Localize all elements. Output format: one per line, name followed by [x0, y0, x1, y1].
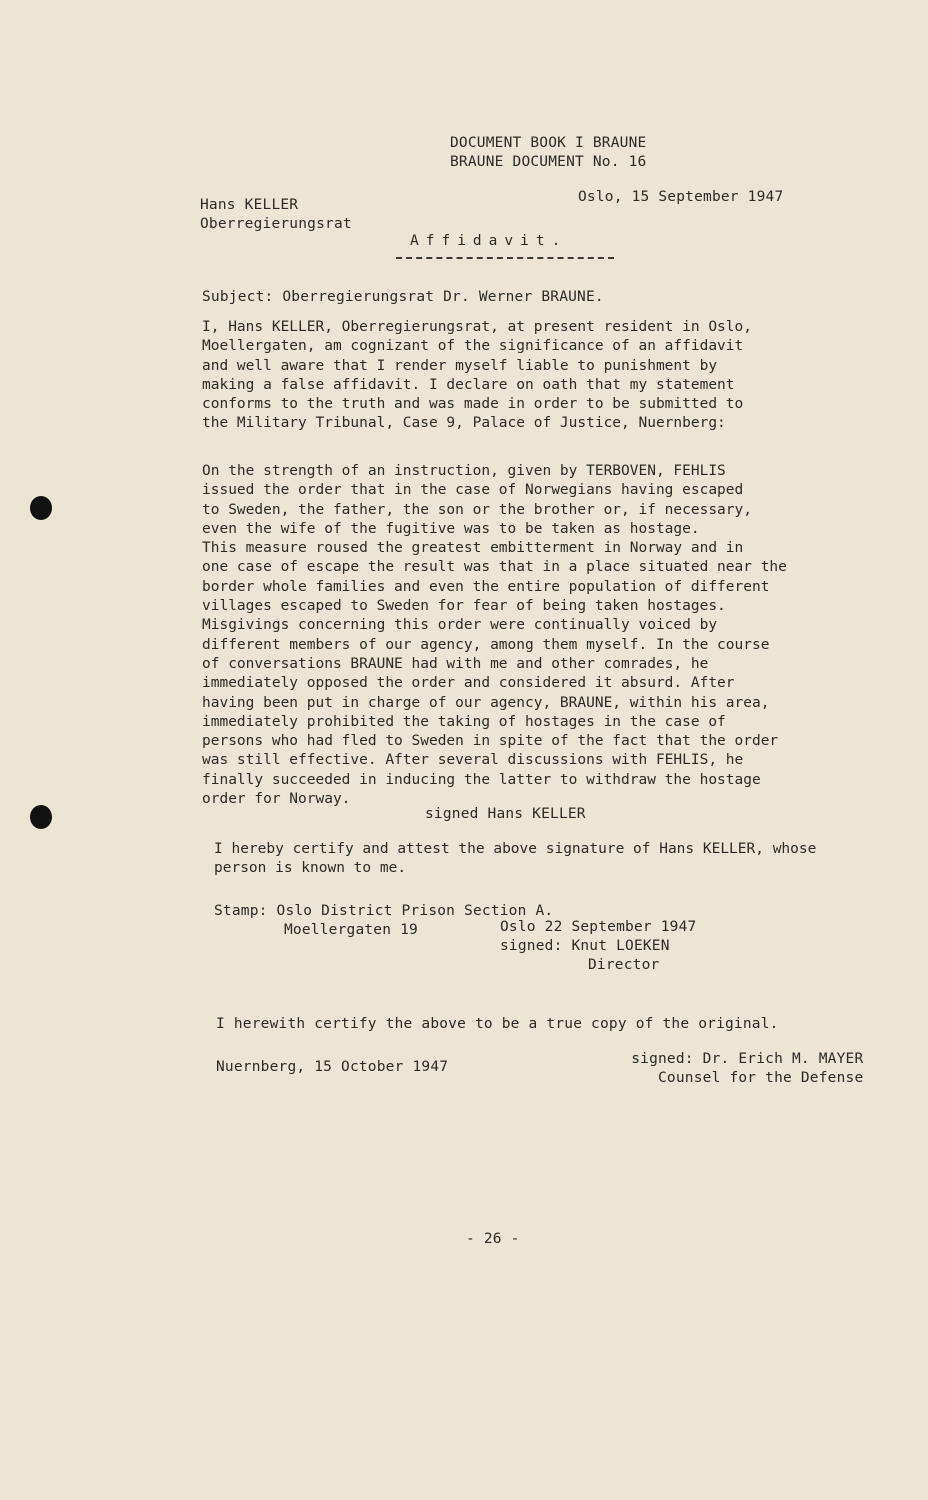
document-title: Affidavit.	[410, 233, 568, 249]
counsel-signed: signed: Dr. Erich M. MAYER	[631, 1051, 864, 1067]
stamp-line-1: Stamp: Oslo District Prison Section A.	[214, 903, 554, 919]
text-line: border whole families and even the entire population of different	[202, 578, 770, 595]
stamp-role: Director	[588, 957, 660, 973]
text-line: On the strength of an instruction, given by TERBOVEN, FEHLIS	[202, 463, 726, 479]
stamp-line-2: Moellergaten 19	[284, 922, 418, 938]
text-line: of conversations BRAUNE had with me and other comrades, he	[202, 655, 709, 672]
document-header	[450, 134, 646, 172]
title-underline	[396, 257, 614, 259]
author-title: Oberregierungsrat	[200, 216, 352, 232]
stamp-signature-block	[500, 918, 696, 975]
page-number: - 26 -	[466, 1231, 520, 1247]
text-line: villages escaped to Sweden for fear of being taken hostages.	[202, 598, 726, 615]
text-line: the Military Tribunal, Case 9, Palace of Justice, Nuernberg:	[202, 415, 726, 432]
text-line: I hereby certify and attest the above signature of Hans KELLER, whose	[214, 841, 817, 857]
text-line: having been put in charge of our agency, BRAUNE, within his area,	[202, 694, 770, 711]
text-line: This measure roused the greatest embitterment in Norway and in	[202, 540, 744, 557]
certification-paragraph	[214, 840, 874, 879]
place-date: Nuernberg, 15 October 1947	[216, 1059, 449, 1075]
text-line: immediately opposed the order and considered it absurd. After	[202, 675, 735, 692]
signature-keller: signed Hans KELLER	[425, 806, 586, 822]
text-line: persons who had fled to Sweden in spite of the fact that the order	[202, 733, 779, 750]
header-line-2: BRAUNE DOCUMENT No. 16	[450, 154, 647, 170]
counsel-signature-block	[608, 1050, 863, 1088]
punch-hole	[30, 496, 52, 520]
paragraph-statement	[202, 462, 862, 809]
header-line-1: DOCUMENT BOOK I BRAUNE	[450, 135, 647, 151]
text-line: issued the order that in the case of Norwegians having escaped	[202, 482, 744, 499]
text-line: order for Norway.	[202, 791, 351, 808]
paragraph-oath	[202, 318, 862, 434]
text-line: I, Hans KELLER, Oberregierungsrat, at present resident in Oslo,	[202, 319, 752, 335]
author-block	[200, 196, 352, 234]
punch-hole	[30, 805, 52, 829]
text-line: one case of escape the result was that in a place situated near the	[202, 559, 787, 576]
stamp-date: Oslo 22 September 1947	[500, 919, 697, 935]
text-line: different members of our agency, among them myself. In the course	[202, 636, 770, 653]
text-line: to Sweden, the father, the son or the brother or, if necessary,	[202, 501, 752, 518]
text-line: and well aware that I render myself liable to punishment by	[202, 357, 718, 374]
text-line: Misgivings concerning this order were continually voiced by	[202, 617, 718, 634]
document-date: Oslo, 15 September 1947	[578, 189, 784, 205]
true-copy-statement: I herewith certify the above to be a true copy of the original.	[216, 1016, 779, 1032]
text-line: was still effective. After several discussions with FEHLIS, he	[202, 752, 744, 769]
author-name: Hans KELLER	[200, 197, 299, 213]
counsel-role: Counsel for the Defense	[658, 1070, 864, 1086]
text-line: Moellergaten, am cognizant of the significance of an affidavit	[202, 338, 744, 355]
text-line: person is known to me.	[214, 860, 407, 877]
subject-line: Subject: Oberregierungsrat Dr. Werner BRAUNE.	[202, 289, 604, 305]
text-line: immediately prohibited the taking of hostages in the case of	[202, 713, 726, 730]
text-line: making a false affidavit. I declare on oath that my statement	[202, 376, 735, 393]
text-line: conforms to the truth and was made in order to be submitted to	[202, 396, 744, 413]
stamp-signed: signed: Knut LOEKEN	[500, 938, 670, 954]
text-line: even the wife of the fugitive was to be taken as hostage.	[202, 520, 700, 537]
text-line: finally succeeded in inducing the latter to withdraw the hostage	[202, 771, 761, 788]
